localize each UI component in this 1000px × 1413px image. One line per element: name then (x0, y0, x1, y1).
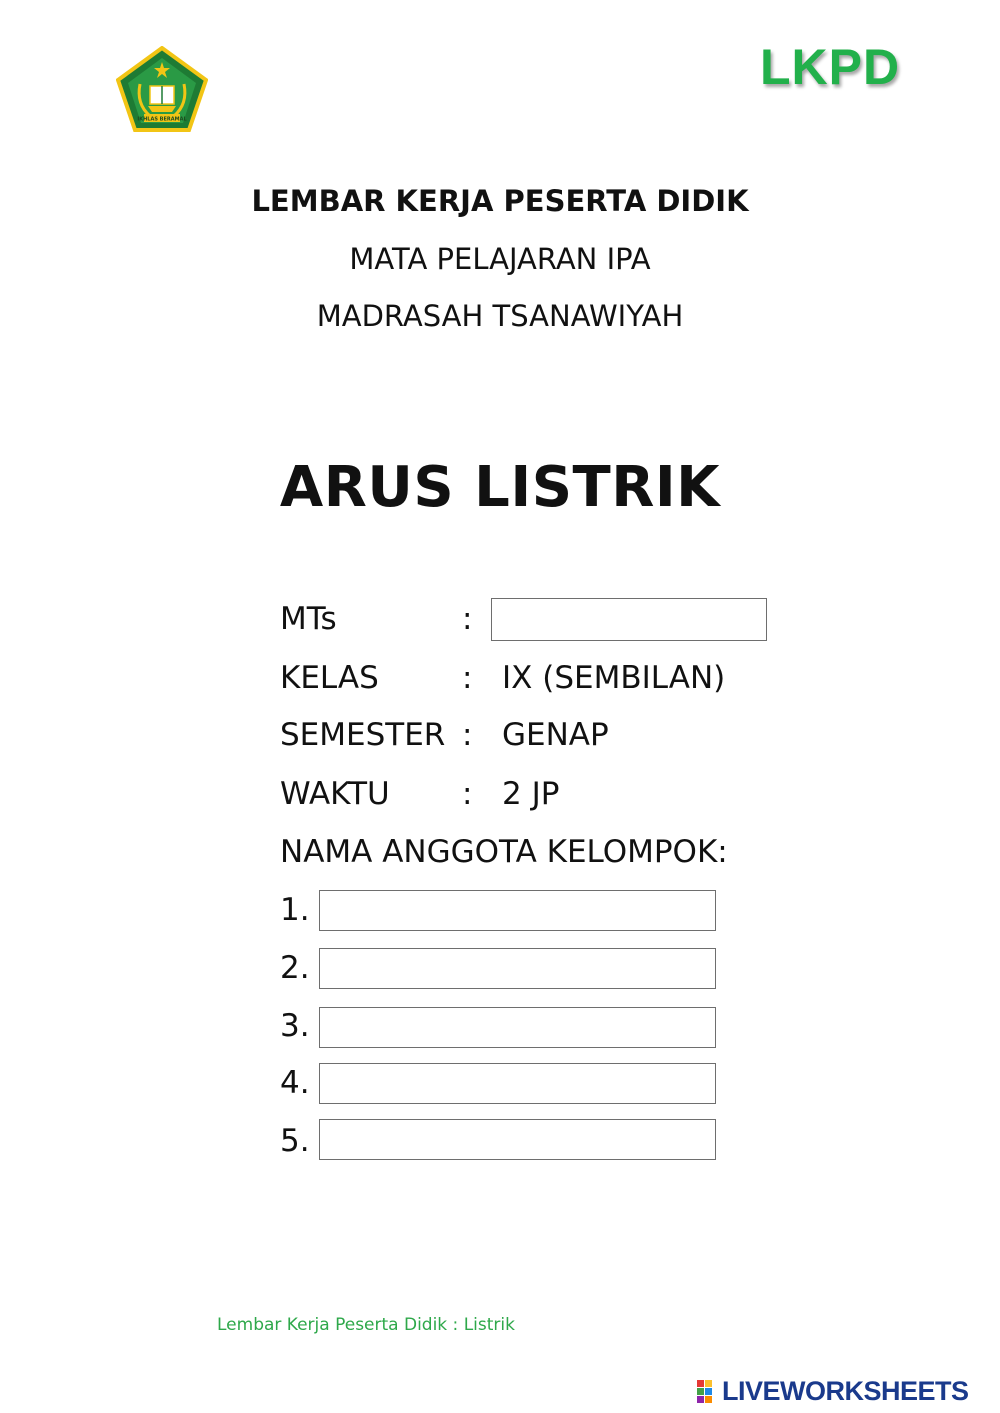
member-4-input[interactable] (319, 1063, 716, 1104)
heading-school: MADRASAH TSANAWIYAH (316, 299, 684, 333)
semester-label: SEMESTER (280, 717, 446, 753)
liveworksheets-brand: LIVEWORKSHEETS (722, 1376, 969, 1406)
heading-subject: MATA PELAJARAN IPA (349, 242, 651, 276)
member-5-input[interactable] (319, 1119, 716, 1160)
liveworksheets-icon (697, 1380, 721, 1404)
members-heading: NAMA ANGGOTA KELOMPOK: (280, 834, 728, 870)
semester-value: GENAP (502, 717, 609, 753)
mts-input[interactable] (491, 598, 767, 641)
page-title: ARUS LISTRIK (279, 455, 721, 520)
member-number: 5. (280, 1123, 310, 1159)
waktu-label: WAKTU (280, 776, 390, 812)
kemenag-logo-icon (116, 46, 208, 132)
waktu-colon: : (462, 776, 473, 812)
mts-colon: : (462, 601, 473, 637)
mts-label: MTs (280, 601, 337, 637)
member-number: 2. (280, 950, 310, 986)
member-3-input[interactable] (319, 1007, 716, 1048)
lkpd-badge: LKPD (760, 39, 901, 95)
kelas-label: KELAS (280, 660, 379, 696)
member-number: 4. (280, 1065, 310, 1101)
member-number: 1. (280, 892, 310, 928)
member-2-input[interactable] (319, 948, 716, 989)
heading-worksheet: LEMBAR KERJA PESERTA DIDIK (251, 184, 749, 218)
waktu-value: 2 JP (502, 776, 560, 812)
kelas-value: IX (SEMBILAN) (502, 660, 726, 696)
footer-text: Lembar Kerja Peserta Didik : Listrik (217, 1315, 515, 1335)
member-number: 3. (280, 1008, 310, 1044)
semester-colon: : (462, 717, 473, 753)
member-1-input[interactable] (319, 890, 716, 931)
kelas-colon: : (462, 660, 473, 696)
logo-text: IKHLAS BERAMAL (137, 116, 187, 123)
